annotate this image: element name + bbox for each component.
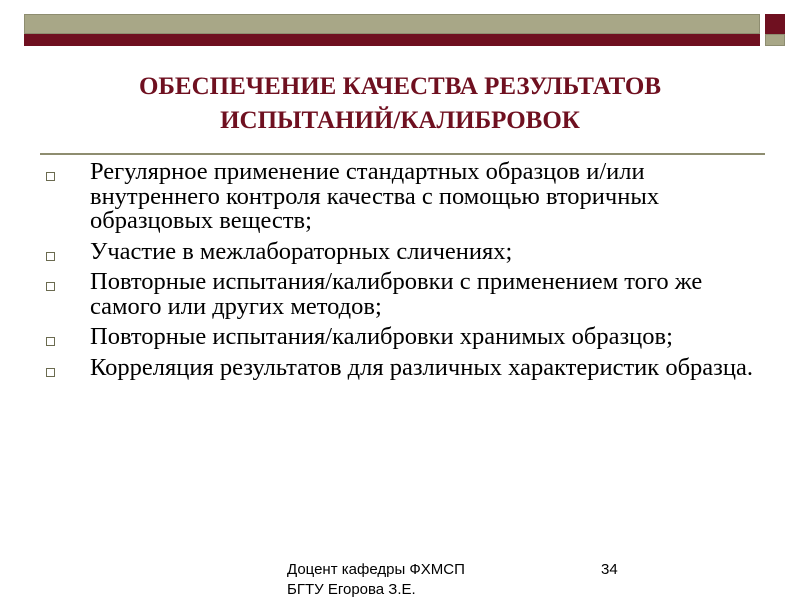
bullet-item bbox=[40, 160, 770, 234]
header-bar-olive bbox=[24, 14, 760, 34]
page-number: 34 bbox=[601, 561, 618, 578]
bullet-text: Повторные испытания/калибровки с применением того же самого или других методов; bbox=[90, 268, 703, 320]
square-bullet-icon bbox=[46, 337, 55, 346]
slide-title-line-2: ИСПЫТАНИЙ/КАЛИБРОВОК bbox=[220, 107, 580, 134]
slide-title-line-1: ОБЕСПЕЧЕНИЕ КАЧЕСТВА РЕЗУЛЬТАТОВ bbox=[138, 73, 662, 100]
square-bullet-icon bbox=[46, 172, 55, 181]
square-bullet-icon bbox=[46, 252, 55, 261]
bullet-item bbox=[40, 325, 770, 350]
square-bullet-icon bbox=[46, 282, 55, 291]
footer-author-line-2: БГТУ Егорова З.Е. bbox=[287, 581, 416, 598]
header-corner-square-red bbox=[765, 14, 785, 34]
bullet-list bbox=[40, 160, 770, 386]
bullet-text: Регулярное применение стандартных образцов и/или внутреннего контроля качества с помощью вторичных образцовых веществ; bbox=[90, 158, 660, 234]
bullet-text: Повторные испытания/калибровки хранимых образцов; bbox=[90, 323, 673, 350]
title-divider bbox=[40, 153, 765, 155]
bullet-text: Участие в межлабораторных сличениях; bbox=[90, 237, 513, 265]
bullet-item bbox=[40, 270, 770, 319]
slide-title bbox=[40, 70, 760, 138]
bullet-text: Корреляция результатов для различных характеристик образца. bbox=[90, 353, 753, 381]
footer-author-line-1: Доцент кафедры ФХМСП bbox=[287, 561, 465, 578]
header-corner-square-olive bbox=[765, 34, 785, 46]
bullet-item bbox=[40, 237, 770, 265]
bullet-item bbox=[40, 353, 770, 381]
square-bullet-icon bbox=[46, 368, 55, 377]
header-bar-red bbox=[24, 34, 760, 46]
footer-author bbox=[287, 560, 465, 600]
